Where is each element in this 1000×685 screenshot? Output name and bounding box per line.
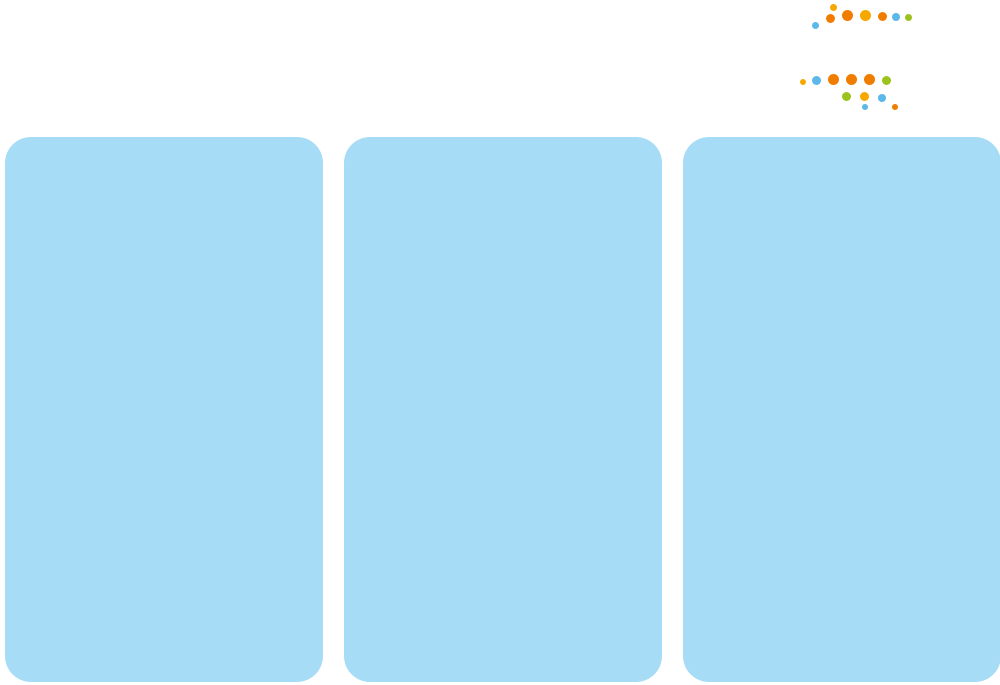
panel-2-personen <box>344 137 662 682</box>
panel-2-of-meer-personen <box>683 137 1000 682</box>
panel-1-persoon <box>5 137 323 682</box>
volkshuisvesting-logo <box>742 0 1000 118</box>
